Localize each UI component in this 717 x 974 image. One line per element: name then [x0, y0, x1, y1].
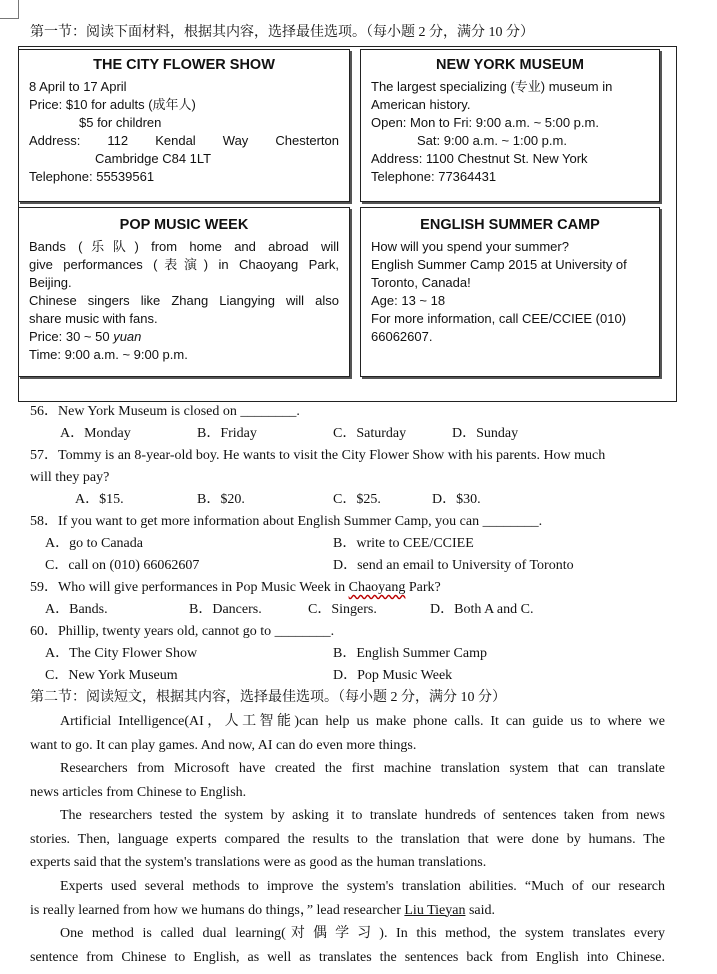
page-corner-mark: [0, 0, 19, 19]
option-c[interactable]: C．Singers.: [308, 602, 377, 617]
ad-price-unit: yuan: [113, 329, 142, 344]
ad-price: [29, 328, 339, 346]
passage-text: ). In this method, the system translates every: [379, 926, 666, 941]
question-59-place: Chaoyang: [348, 580, 406, 595]
ad-price-children: $5 for children: [79, 115, 162, 130]
ad-telephone: Telephone: 55539561: [29, 169, 155, 184]
ad-line: For more information, call CEE/CCIEE (010): [371, 311, 627, 326]
ad-desc-line: The largest specializing (专业) museum in: [371, 79, 613, 94]
option-a[interactable]: A．go to Canada: [45, 536, 143, 551]
option-b[interactable]: B．$20.: [197, 492, 245, 507]
ad-title: NEW YORK MUSEUM: [436, 57, 584, 73]
section2-heading: 第二节：阅读短文，根据其内容，选择最佳选项。（每小题 2 分，满分 10 分）: [30, 690, 506, 705]
ad-desc-line: American history.: [371, 97, 471, 112]
ad-age: Age: 13 ~ 18: [371, 293, 446, 308]
ad-address-city: Cambridge C84 1LT: [95, 151, 212, 166]
ad-line: How will you spend your summer?: [371, 239, 569, 254]
researcher-name: Liu Tieyan: [404, 902, 466, 918]
option-b[interactable]: B．English Summer Camp: [333, 646, 487, 661]
section1-heading: 第一节：阅读下面材料，根据其内容，选择最佳选项。（每小题 2 分，满分 10 分）: [30, 25, 534, 40]
passage-line: The researchers tested the system by asking it to translate hundreds of sentences taken from news: [60, 808, 665, 823]
passage-term-cn: 对偶学习: [285, 926, 380, 941]
question-58: 58．If you want to get more information about English Summer Camp, you can ________.: [30, 514, 543, 529]
ad-line: Chinese singers like Zhang Liangying will also: [29, 293, 339, 308]
question-59: [30, 579, 441, 597]
question-57-cont: will they pay?: [30, 470, 110, 485]
passage-line: sentence from Chinese to English, as well as translates the sentences back from English into Chinese.: [30, 949, 665, 965]
ad-pop-music-week: [18, 207, 350, 377]
ad-english-summer-camp: [360, 207, 660, 377]
passage-paragraph-3: [30, 804, 665, 875]
ad-line: Toronto, Canada!: [371, 275, 471, 290]
passage-line: news articles from Chinese to English.: [30, 784, 247, 800]
option-b[interactable]: B．Friday: [197, 426, 257, 441]
passage-line: Experts used several methods to improve the system's translation abilities. “Much of our research: [60, 879, 665, 894]
ad-address: Address: 112 Kendal Way Chesterton: [29, 133, 339, 148]
ad-price-text: Price: 30 ~ 50: [29, 329, 114, 344]
passage-line: [30, 899, 665, 923]
passage-text: One method is called dual learning(: [60, 926, 286, 941]
option-d[interactable]: D．Pop Music Week: [333, 668, 453, 683]
ad-title: POP MUSIC WEEK: [119, 217, 249, 233]
passage-line: experts said that the system's translations were as good as the human translations.: [30, 855, 487, 870]
passage-line: Researchers from Microsoft have created the first machine translation system that can translate: [60, 761, 665, 776]
passage-paragraph-5: [30, 922, 665, 969]
ad-line: share music with fans.: [29, 311, 158, 326]
option-c[interactable]: C．Saturday: [333, 426, 407, 441]
question-59-text-end: Park?: [405, 580, 441, 595]
ad-open-hours-sat: Sat: 9:00 a.m. ~ 1:00 p.m.: [417, 133, 567, 148]
option-c[interactable]: C．New York Museum: [45, 668, 178, 683]
option-a[interactable]: A．$15.: [75, 492, 124, 507]
passage-line: stories. Then, language experts compared the results to the translation that were done by humans. The: [30, 831, 665, 847]
option-d[interactable]: D．Both A and C.: [430, 602, 534, 617]
ad-dates: 8 April to 17 April: [29, 79, 127, 94]
ad-new-york-museum: [360, 49, 660, 202]
ad-city-flower-show: [18, 49, 350, 202]
ad-line: English Summer Camp 2015 at University of: [371, 257, 627, 272]
passage-paragraph-1: [30, 710, 665, 757]
option-d[interactable]: D．Sunday: [452, 426, 519, 441]
question-57: 57．Tommy is an 8-year-old boy. He wants to visit the City Flower Show with his parents. How much: [30, 448, 606, 463]
question-59-text: 59．Who will give performances in Pop Music Week in: [30, 580, 349, 595]
passage-text: said.: [465, 902, 496, 918]
option-a[interactable]: A．The City Flower Show: [45, 646, 198, 661]
ad-time: Time: 9:00 a.m. ~ 9:00 p.m.: [29, 347, 188, 362]
ad-line: 66062607.: [371, 329, 433, 344]
ad-line: give performances (表演) in Chaoyang Park,: [29, 257, 339, 272]
option-c[interactable]: C．call on (010) 66062607: [45, 558, 200, 573]
option-a[interactable]: A．Bands.: [45, 602, 108, 617]
ad-title: THE CITY FLOWER SHOW: [93, 57, 275, 73]
option-c[interactable]: C．$25.: [333, 492, 381, 507]
ad-address: Address: 1100 Chestnut St. New York: [371, 151, 588, 166]
ad-title: ENGLISH SUMMER CAMP: [420, 217, 600, 233]
passage-line: Artificial Intelligence(AI，人工智能)can help us make phone calls. It can guide us to where we: [60, 714, 665, 729]
ad-telephone: Telephone: 77364431: [371, 169, 497, 184]
ad-line: Bands (乐队) from home and abroad will: [29, 239, 339, 254]
option-d[interactable]: D．$30.: [432, 492, 481, 507]
passage-text: is really learned from how we humans do things，” lead researcher: [30, 902, 405, 918]
option-a[interactable]: A．Monday: [60, 426, 131, 441]
passage-paragraph-2: [30, 757, 665, 804]
ad-open-hours: Open: Mon to Fri: 9:00 a.m. ~ 5:00 p.m.: [371, 115, 599, 130]
question-56: 56．New York Museum is closed on ________.: [30, 404, 300, 419]
ad-line: Beijing.: [29, 275, 72, 290]
ad-price: Price: $10 for adults (成年人): [29, 97, 196, 112]
option-b[interactable]: B．write to CEE/CCIEE: [333, 536, 474, 551]
passage-line: want to go. It can play games. And now, AI can do even more things.: [30, 737, 417, 753]
passage-paragraph-4: [30, 875, 665, 922]
option-b[interactable]: B．Dancers.: [189, 602, 262, 617]
passage-line: [30, 922, 665, 946]
question-60: 60．Phillip, twenty years old, cannot go to ________.: [30, 624, 335, 639]
option-d[interactable]: D．send an email to University of Toronto: [333, 558, 574, 573]
